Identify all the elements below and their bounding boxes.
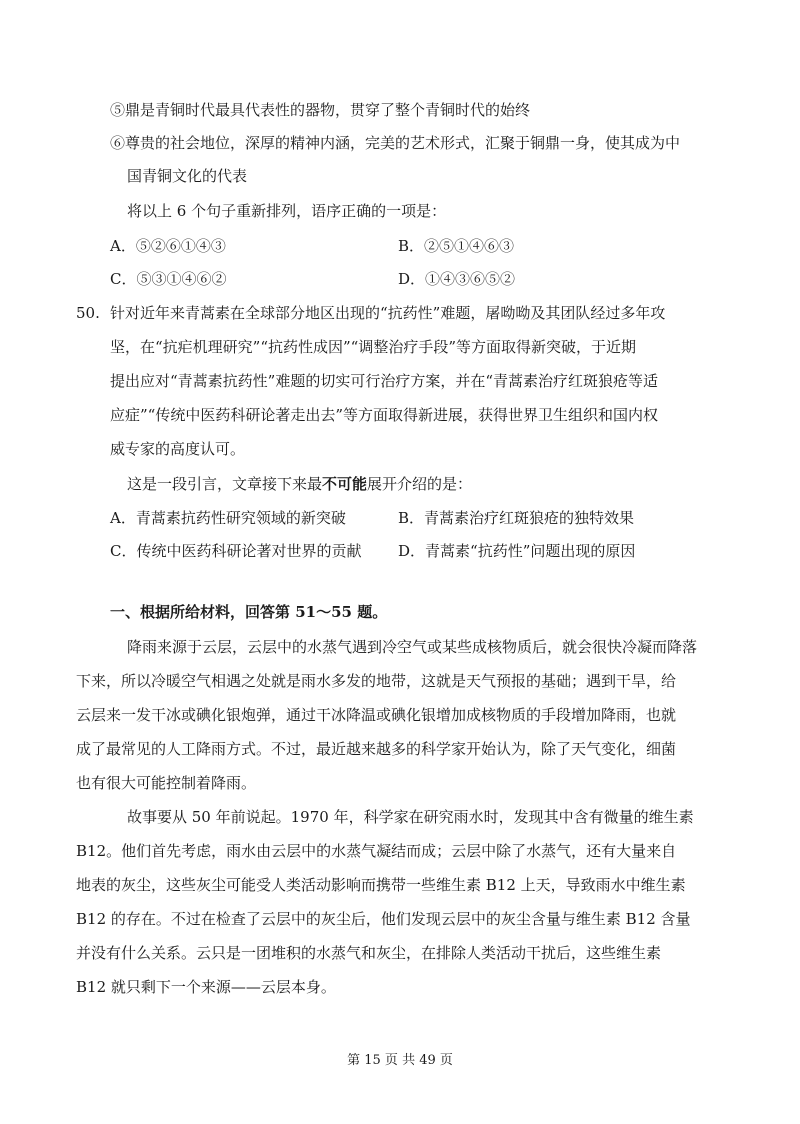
para1-line-3: 云层来一发干冰或碘化银炮弹，通过干冰降温或碘化银增加成核物质的手段增加降雨，也就: [76, 706, 677, 724]
para2-line-4: B12 的存在。不过在检查了云层中的灰尘后，他们发现云层中的灰尘含量与维生素 B12 含量: [76, 910, 691, 928]
q50-number: 50.: [76, 304, 100, 322]
page-number-footer: 第 15 页 共 49 页: [347, 1053, 453, 1068]
q50-line-1: 针对近年来青蒿素在全球部分地区出现的“抗药性”难题，屠呦呦及其团队经过多年攻: [110, 304, 666, 322]
q50-option-c: C．传统中医药科研论著对世界的贡献: [110, 542, 362, 560]
q50-line-3: 提出应对“青蒿素抗药性”难题的切实可行治疗方案，并在“青蒿素治疗红斑狼疮等适: [110, 372, 659, 390]
q49-sentence-6-line-2: 国青铜文化的代表: [127, 167, 248, 185]
q50-line-2: 坚，在“抗疟机理研究”“抗药性成因”“调整治疗手段”等方面取得新突破，于近期: [110, 338, 637, 356]
q50-option-a: A．青蒿素抗药性研究领域的新突破: [110, 509, 346, 527]
q49-sentence-5: ⑤鼎是青铜时代最具代表性的器物，贯穿了整个青铜时代的始终: [110, 101, 531, 119]
section-heading: 一、根据所给材料，回答第 51～55 题。: [110, 603, 388, 621]
q50-option-d: D．青蒿素“抗药性”问题出现的原因: [398, 542, 636, 560]
para2-line-5: 并没有什么关系。云只是一团堆积的水蒸气和灰尘，在排除人类活动干扰后，这些维生素: [76, 944, 662, 962]
q50-prompt-emphasis: 不可能: [322, 475, 368, 493]
q49-option-d: D．①④③⑥⑤②: [398, 270, 516, 288]
q49-sentence-6-line-1: ⑥尊贵的社会地位，深厚的精神内涵，完美的艺术形式，汇聚于铜鼎一身，使其成为中: [110, 134, 681, 152]
para2-line-3: 地表的灰尘，这些灰尘可能受人类活动影响而携带一些维生素 B12 上天，导致雨水中维生素: [76, 876, 686, 894]
q50-prompt-post: 展开介绍的是：: [367, 475, 473, 493]
q50-line-5: 威专家的高度认可。: [110, 440, 246, 458]
q50-option-b: B．青蒿素治疗红斑狼疮的独特效果: [398, 509, 635, 527]
para1-line-2: 下来，所以冷暖空气相遇之处就是雨水多发的地带，这就是天气预报的基础；遇到干旱，给: [76, 672, 677, 690]
q49-option-a: A．⑤②⑥①④③: [110, 237, 226, 255]
para2-line-1: 故事要从 50 年前说起。1970 年，科学家在研究雨水时，发现其中含有微量的维生素: [127, 808, 694, 826]
q49-option-c: C．⑤③①④⑥②: [110, 270, 227, 288]
para1-line-5: 也有很大可能控制着降雨。: [76, 774, 257, 792]
para2-line-2: B12。他们首先考虑，雨水由云层中的水蒸气凝结而成；云层中除了水蒸气，还有大量来自: [76, 842, 677, 860]
para1-line-1: 降雨来源于云层，云层中的水蒸气遇到冷空气或某些成核物质后，就会很快冷凝而降落: [127, 638, 698, 656]
q49-option-b: B．②⑤①④⑥③: [398, 237, 515, 255]
q50-prompt: [127, 474, 472, 494]
q50-prompt-pre: 这是一段引言，文章接下来最: [127, 475, 323, 493]
q50-line-4: 应症”“传统中医药科研论著走出去”等方面取得新进展，获得世界卫生组织和国内权: [110, 406, 659, 424]
q49-prompt: 将以上 6 个句子重新排列，语序正确的一项是：: [127, 202, 447, 220]
para1-line-4: 成了最常见的人工降雨方式。不过，最近越来越多的科学家开始认为，除了天气变化，细菌: [76, 740, 677, 758]
para2-line-6: B12 就只剩下一个来源——云层本身。: [76, 978, 336, 996]
